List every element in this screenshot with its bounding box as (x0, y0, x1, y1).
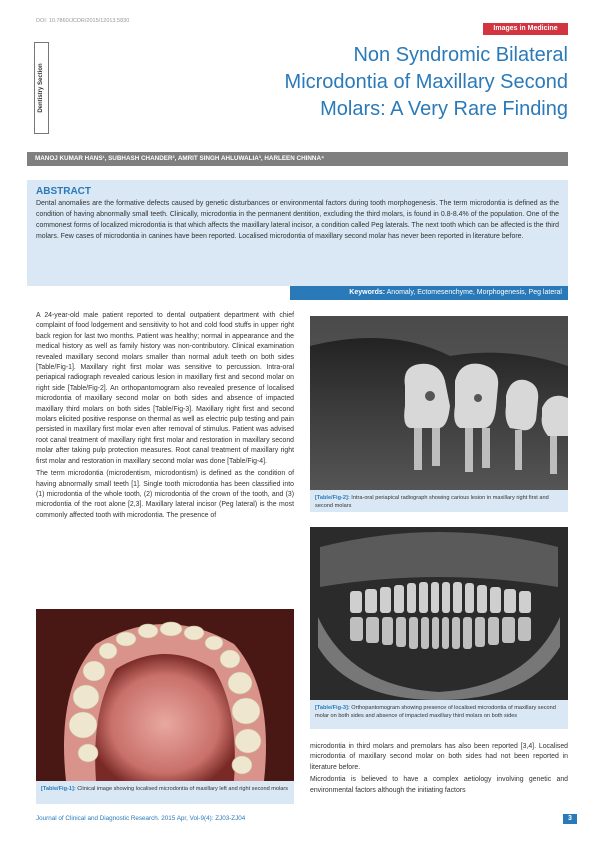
journal-footer: Journal of Clinical and Diagnostic Research. 2015 Apr, Vol-9(4): ZJ03-ZJ04 (36, 815, 246, 822)
page-number: 3 (563, 814, 577, 824)
figure-2-text: Intra-oral periapical radiograph showing carious lesion in maxillary right first and second molars (315, 495, 549, 509)
figure-1-text: Clinical image showing localised microdontia of maxillary left and right second molars (77, 786, 289, 792)
body-paragraph: A 24-year-old male patient reported to dental outpatient department with chief complaint of food lodgement and sensitivity to hot and cold food stuffs in upper right back region for last two months. Patient was healthy; normal in appearance and the medical history as well as family history was non-contributory. Clinical examination revealed maxillary second molars smaller than normal adult teeth on both sides [Table/Fig-1]. Maxillary right first molar was sensitive to percussion. Intra-oral periapical radiograph revealed carious lesion in maxillary first and second molar on right side [Table/Fig-2]. An orthopantomogram also revealed presence of localised microdontia of maxillary second molar on both sides and absence of impacted maxillary third molars on both sides [Table/Fig-3]. Maxillary right first and second molars elicited positive response on thermal as well as electric pulp testing and pain persisted in maxillary first molar even after removal of stimulus. Patient was advised root canal treatment of maxillary right first molar and restoration in maxillary second molar after taking pulp protection measures. Root canal treatment of maxillary right first molar and restoration in maxillary second molar was done [Table/Fig-4]. (36, 312, 294, 465)
body-paragraph: The term microdontia (microdentism, microdontism) is defined as the condition of having abnormally small teeth [1]. Single tooth microdontia has been classified into (1) microdontia of the whole tooth, (2) microdontia of the crown of the tooth, and (3) microdontia of the root alone [2,3]. Maxillary lateral incisor (Peg lateral) is the most commonly affected tooth with microdontia. The presence of (36, 470, 294, 519)
figure-1-caption (36, 781, 294, 804)
figure-2-caption (310, 490, 568, 512)
figure-3-text: Orthopantomogram showing presence of localised microdontia of maxillary second molar on both sides and absence of impacted maxillary third molars on both sides (315, 705, 556, 719)
left-column (36, 311, 294, 523)
figure-3-caption (310, 700, 568, 729)
section-badge: Images in Medicine (483, 23, 568, 35)
periapical-radiograph (310, 316, 568, 490)
title-line: Microdontia of Maxillary Second (284, 71, 568, 93)
abstract-box (27, 180, 568, 286)
article-title (188, 42, 568, 123)
abstract-heading: ABSTRACT (36, 186, 91, 197)
body-paragraph: Microdontia is believed to have a complex aetiology involving genetic and environmental factors although the initiating factors (310, 776, 568, 794)
clinical-photo (36, 609, 294, 781)
keywords-text: Anomaly, Ectomesenchyme, Morphogenesis, Peg lateral (386, 289, 562, 296)
orthopantomogram (310, 527, 568, 700)
abstract-text: Dental anomalies are the formative defects caused by genetic disturbances or environmental factors during tooth morphogenesis. The term microdontia is defined as the condition of having abnormally small teeth. Clinically, microdontia in the permanent dentition, excluding the third molars, is found in 0.8-8.4% of the population. One of the commonest forms of localized microdontia is that which affects the maxillary lateral incisor, a condition called Peg laterals. The next tooth which can be affected is the third molars. Few cases of microdontia in canines have been reported. Localised microdontia of maxillary second molar has never been reported in literature before. (36, 200, 559, 240)
figure-2-label: [Table/Fig-2]: (315, 495, 350, 501)
title-line: Non Syndromic Bilateral (353, 44, 568, 66)
right-column (310, 742, 568, 798)
figure-3-label: [Table/Fig-3]: (315, 705, 350, 711)
body-paragraph: microdontia in third molars and premolars has also been reported [3,4]. Localised microdontia of maxillary second molar on both sides had not been reported in literature before. (310, 743, 568, 771)
authors-bar: MANOJ KUMAR HANS¹, SUBHASH CHANDER², AMRIT SINGH AHLUWALIA³, HARLEEN CHINNA⁴ (27, 152, 568, 166)
figure-1-label: [Table/Fig-1]: (41, 786, 76, 792)
section-label: Dentistry Section (38, 63, 44, 113)
doi-text: DOI: 10.7860/JCDR/2015/12013.5830 (36, 18, 130, 24)
keywords-label: Keywords: (349, 289, 386, 296)
title-line: Molars: A Very Rare Finding (320, 98, 568, 120)
keywords-bar (290, 286, 568, 300)
